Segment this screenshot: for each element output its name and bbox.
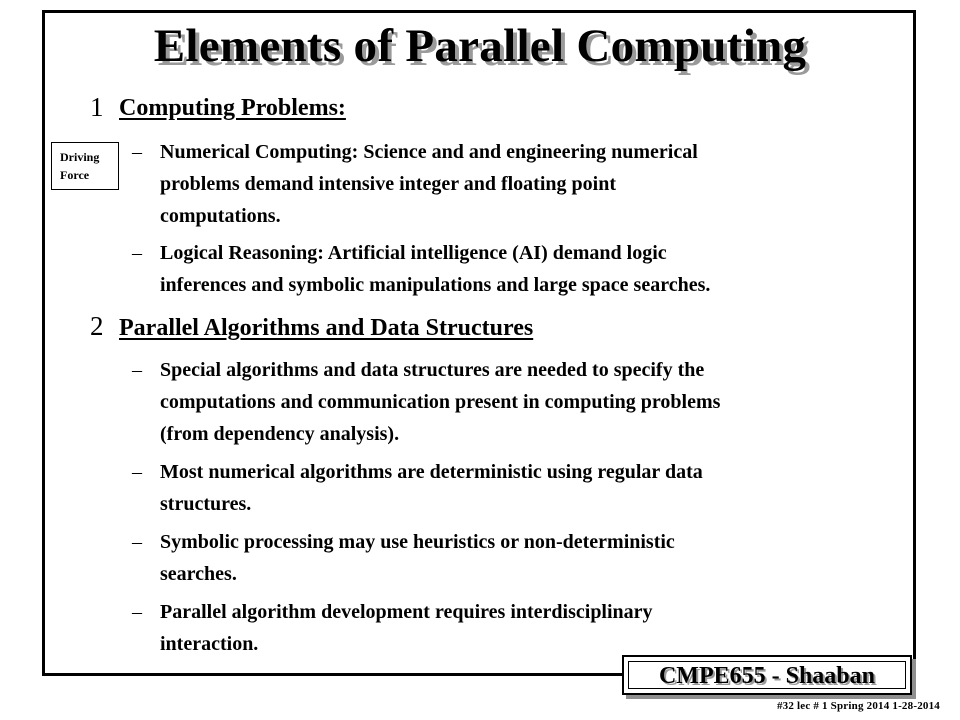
slide-title: Elements of Parallel Computing [153, 20, 807, 72]
side-box-line-1: Driving [60, 150, 100, 164]
bullet-line: Parallel algorithm development requires interdisciplinary [160, 601, 653, 623]
bullet-dash: – [132, 141, 142, 163]
bullet-logical-reasoning [132, 237, 892, 301]
bullet-text [160, 237, 920, 301]
bullet-line: Special algorithms and data structures are needed to specify the [160, 359, 705, 381]
bullet-text [160, 456, 920, 520]
slide-footnote: #32 lec # 1 Spring 2014 1-28-2014 [776, 700, 940, 712]
bullet-line: searches. [160, 563, 237, 585]
bullet-line: Most numerical algorithms are deterministic using regular data [160, 461, 703, 483]
bullet-dash: – [132, 461, 142, 483]
title-container [40, 20, 920, 72]
bullet-line: inferences and symbolic manipulations and large space searches. [160, 274, 711, 296]
bullet-line: Logical Reasoning: Artificial intelligence (AI) demand logic [160, 242, 667, 264]
driving-force-label-box [51, 142, 119, 190]
bullet-numerical-algorithms [132, 456, 892, 520]
section-1-marker: 1 [90, 92, 104, 122]
bullet-text [160, 354, 920, 450]
section-2-heading: Parallel Algorithms and Data Structures [119, 315, 534, 341]
bullet-dash: – [132, 601, 142, 623]
bullet-special-algorithms [132, 354, 892, 450]
section-1-heading: Computing Problems: [119, 95, 346, 121]
course-footer-label: CMPE655 - Shaaban [628, 661, 906, 689]
bullet-dash: – [132, 531, 142, 553]
bullet-numerical-computing [132, 136, 892, 232]
bullet-line: Symbolic processing may use heuristics or non-deterministic [160, 531, 675, 553]
bullet-dash: – [132, 242, 142, 264]
section-2-marker: 2 [90, 311, 104, 341]
bullet-line: computations and communication present in computing problems [160, 391, 721, 413]
bullet-dash: – [132, 359, 142, 381]
side-box-line-2: Force [60, 168, 90, 182]
bullet-algorithm-development [132, 596, 892, 660]
bullet-line: Numerical Computing: Science and and engineering numerical [160, 141, 698, 163]
course-footer-box [622, 655, 912, 695]
bullet-text [160, 596, 920, 660]
bullet-line: computations. [160, 205, 281, 227]
bullet-line: problems demand intensive integer and floating point [160, 173, 616, 195]
bullet-line: structures. [160, 493, 252, 515]
bullet-text [160, 526, 920, 590]
bullet-line: (from dependency analysis). [160, 423, 400, 445]
bullet-line: interaction. [160, 633, 259, 655]
bullet-text [160, 136, 920, 232]
bullet-symbolic-processing [132, 526, 892, 590]
